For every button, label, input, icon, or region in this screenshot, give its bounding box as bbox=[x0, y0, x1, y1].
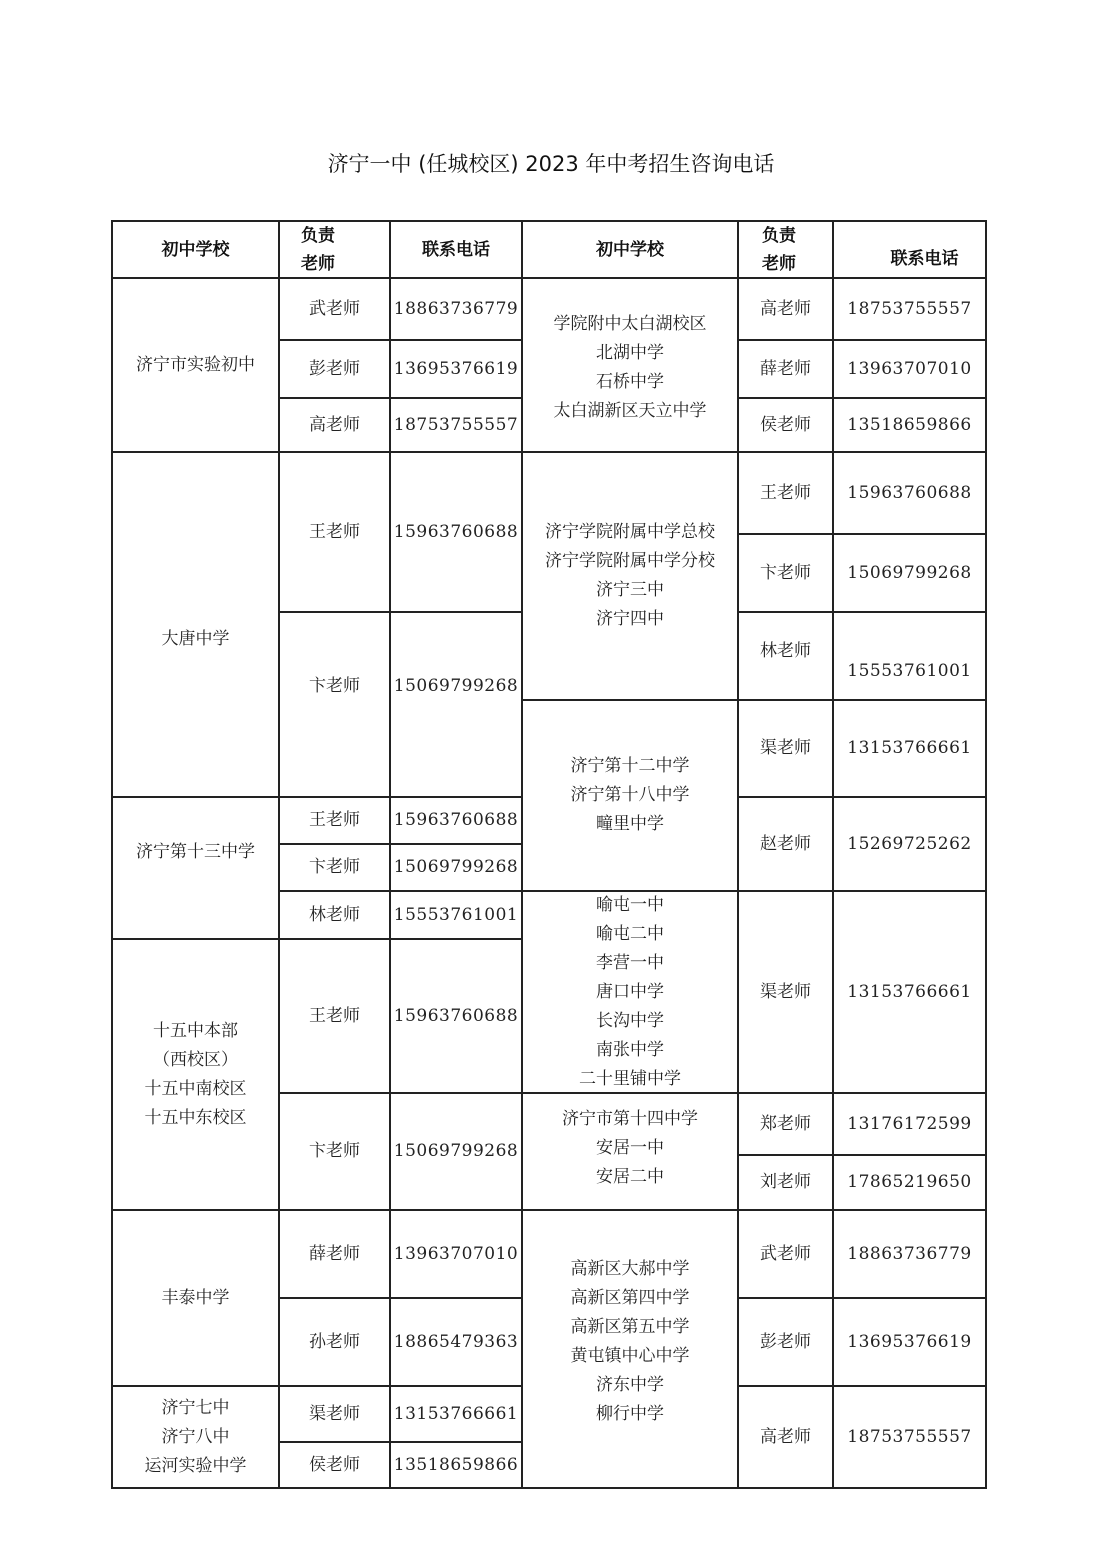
left-teacher: 渠老师 bbox=[309, 1403, 360, 1424]
row-divider bbox=[738, 796, 986, 798]
right-school-line: 二十里铺中学 bbox=[579, 1068, 681, 1089]
header-teacher-line1: 负责 bbox=[301, 225, 335, 246]
right-school-line: 南张中学 bbox=[596, 1039, 664, 1060]
right-phone: 13695376619 bbox=[847, 1331, 972, 1352]
header-teacher-line1: 负责 bbox=[762, 225, 796, 246]
left-phone: 18753755557 bbox=[393, 414, 519, 435]
left-school-1: 大唐中学 bbox=[161, 628, 230, 649]
row-divider bbox=[738, 611, 986, 613]
right-phone: 13963707010 bbox=[847, 358, 972, 379]
left-school-line: （西校区） bbox=[153, 1049, 238, 1070]
row-divider bbox=[738, 533, 986, 535]
right-school-line: 高新区大郝中学 bbox=[570, 1259, 690, 1279]
header-teacher-line2: 老师 bbox=[762, 253, 796, 274]
row-divider bbox=[522, 451, 986, 453]
left-teacher: 卞老师 bbox=[309, 1141, 360, 1161]
row-divider bbox=[111, 796, 522, 798]
right-school-line: 济宁三中 bbox=[596, 580, 664, 600]
right-teacher: 彭老师 bbox=[760, 1331, 811, 1352]
right-phone: 13176172599 bbox=[847, 1113, 972, 1134]
right-teacher: 渠老师 bbox=[760, 738, 811, 758]
right-school-line: 李营一中 bbox=[596, 952, 664, 973]
right-school-line: 喻屯一中 bbox=[596, 894, 664, 915]
right-teacher: 薛老师 bbox=[760, 358, 811, 379]
right-school-line: 北湖中学 bbox=[596, 343, 664, 363]
left-teacher: 孙老师 bbox=[309, 1331, 360, 1352]
row-divider bbox=[279, 1297, 522, 1299]
right-teacher: 赵老师 bbox=[760, 833, 811, 854]
left-teacher: 林老师 bbox=[309, 904, 360, 925]
right-school-line: 安居二中 bbox=[596, 1167, 664, 1187]
right-school-0 bbox=[522, 278, 738, 452]
right-phone: 13153766661 bbox=[847, 738, 972, 758]
right-phone: 15553761001 bbox=[847, 660, 972, 681]
table-border-left bbox=[111, 220, 113, 1488]
left-phone: 15069799268 bbox=[393, 675, 519, 696]
row-divider bbox=[522, 699, 986, 701]
row-divider bbox=[738, 1385, 986, 1387]
right-phone: 15963760688 bbox=[847, 482, 972, 503]
right-school-line: 济宁市第十四中学 bbox=[562, 1109, 698, 1129]
left-phone: 13153766661 bbox=[393, 1403, 519, 1424]
right-phone: 18753755557 bbox=[847, 298, 972, 319]
right-school-line: 济宁学院附属中学分校 bbox=[545, 551, 715, 571]
row-divider bbox=[279, 890, 522, 892]
left-school-4: 丰泰中学 bbox=[161, 1287, 230, 1308]
left-school-line: 十五中东校区 bbox=[144, 1107, 247, 1128]
right-school-line: 济宁第十八中学 bbox=[570, 785, 690, 805]
right-teacher: 侯老师 bbox=[760, 414, 811, 435]
header-teacher-right bbox=[738, 221, 833, 278]
header-phone-left: 联系电话 bbox=[422, 239, 490, 260]
left-phone: 13963707010 bbox=[393, 1243, 519, 1264]
right-school-line: 学院附中太白湖校区 bbox=[553, 314, 707, 334]
right-school-line: 疃里中学 bbox=[596, 814, 664, 834]
left-phone: 15069799268 bbox=[393, 857, 519, 877]
right-school-line: 唐口中学 bbox=[596, 981, 664, 1002]
left-school-line: 十五中本部 bbox=[153, 1020, 238, 1041]
left-phone: 15553761001 bbox=[393, 904, 519, 925]
right-phone: 18863736779 bbox=[847, 1243, 972, 1264]
left-school-line: 运河实验中学 bbox=[144, 1455, 247, 1476]
right-school-line: 济宁四中 bbox=[596, 609, 664, 629]
left-teacher: 高老师 bbox=[309, 414, 360, 435]
left-teacher: 王老师 bbox=[309, 1005, 360, 1026]
left-school-3 bbox=[112, 939, 279, 1210]
left-teacher: 王老师 bbox=[309, 521, 360, 542]
left-school-line: 济宁七中 bbox=[161, 1397, 230, 1418]
left-phone: 15069799268 bbox=[393, 1141, 519, 1161]
right-teacher: 王老师 bbox=[760, 482, 811, 503]
right-teacher: 渠老师 bbox=[760, 981, 811, 1002]
row-divider bbox=[738, 1154, 986, 1156]
right-school-line: 高新区第四中学 bbox=[570, 1288, 690, 1308]
right-phone: 13153766661 bbox=[847, 981, 972, 1002]
row-divider bbox=[279, 397, 522, 399]
left-phone: 15963760688 bbox=[393, 810, 519, 830]
right-school-5 bbox=[522, 1210, 738, 1488]
left-teacher: 武老师 bbox=[309, 298, 360, 319]
left-teacher: 卞老师 bbox=[309, 857, 360, 877]
left-school-2: 济宁第十三中学 bbox=[136, 841, 255, 862]
right-school-line: 长沟中学 bbox=[596, 1010, 664, 1031]
header-school-right: 初中学校 bbox=[596, 239, 664, 260]
table-border-top bbox=[111, 220, 987, 222]
left-phone: 15963760688 bbox=[393, 521, 519, 542]
right-teacher: 武老师 bbox=[760, 1243, 811, 1264]
right-teacher: 高老师 bbox=[760, 1426, 811, 1447]
right-phone: 15269725262 bbox=[847, 833, 972, 854]
row-divider bbox=[279, 339, 522, 341]
row-divider bbox=[111, 451, 522, 453]
left-school-0: 济宁市实验初中 bbox=[136, 354, 255, 375]
row-divider bbox=[279, 1092, 522, 1094]
right-teacher: 高老师 bbox=[760, 298, 811, 319]
right-school-line: 济东中学 bbox=[596, 1375, 664, 1395]
right-school-line: 太白湖新区天立中学 bbox=[553, 401, 707, 421]
right-school-line: 柳行中学 bbox=[596, 1404, 664, 1424]
right-school-line: 济宁学院附属中学总校 bbox=[545, 522, 715, 542]
right-school-line: 安居一中 bbox=[596, 1138, 664, 1158]
right-teacher: 郑老师 bbox=[760, 1113, 811, 1134]
right-school-line: 石桥中学 bbox=[596, 372, 664, 392]
header-phone-right: 联系电话 bbox=[890, 248, 959, 269]
row-divider bbox=[279, 843, 522, 845]
right-phone: 13518659866 bbox=[847, 414, 972, 435]
left-school-line: 济宁八中 bbox=[161, 1426, 230, 1447]
row-divider bbox=[522, 1209, 986, 1211]
right-school-line: 黄屯镇中心中学 bbox=[570, 1346, 690, 1366]
right-school-3 bbox=[522, 891, 738, 1093]
left-teacher: 王老师 bbox=[309, 810, 360, 830]
left-phone: 18865479363 bbox=[393, 1331, 519, 1352]
left-phone: 13695376619 bbox=[393, 358, 519, 379]
left-phone: 13518659866 bbox=[393, 1454, 519, 1475]
page-title: 济宁一中 (任城校区) 2023 年中考招生咨询电话 bbox=[327, 152, 775, 176]
header-school-left: 初中学校 bbox=[161, 239, 230, 260]
row-divider bbox=[279, 611, 522, 613]
left-teacher: 彭老师 bbox=[309, 358, 360, 379]
right-phone: 15069799268 bbox=[847, 562, 972, 583]
header-teacher-left bbox=[279, 221, 390, 278]
right-school-line: 高新区第五中学 bbox=[570, 1317, 690, 1337]
row-divider bbox=[111, 938, 522, 940]
right-phone: 18753755557 bbox=[847, 1426, 972, 1447]
left-school-line: 十五中南校区 bbox=[144, 1078, 247, 1099]
header-divider bbox=[111, 277, 987, 279]
right-phone: 17865219650 bbox=[847, 1172, 972, 1192]
left-teacher: 薛老师 bbox=[309, 1243, 360, 1264]
row-divider bbox=[738, 397, 986, 399]
table-border-bottom bbox=[111, 1487, 987, 1489]
left-school-5 bbox=[112, 1386, 279, 1488]
left-teacher: 侯老师 bbox=[309, 1454, 360, 1475]
right-school-line: 济宁第十二中学 bbox=[570, 756, 690, 776]
header-teacher-line2: 老师 bbox=[301, 253, 335, 274]
right-school-2 bbox=[522, 700, 738, 891]
right-teacher: 刘老师 bbox=[760, 1172, 811, 1192]
right-school-line: 喻屯二中 bbox=[596, 923, 664, 944]
row-divider bbox=[738, 339, 986, 341]
row-divider bbox=[279, 1441, 522, 1443]
right-teacher: 卞老师 bbox=[760, 562, 811, 583]
right-school-4 bbox=[522, 1093, 738, 1210]
row-divider bbox=[522, 890, 986, 892]
right-teacher: 林老师 bbox=[760, 640, 811, 661]
left-phone: 15963760688 bbox=[393, 1005, 519, 1026]
row-divider bbox=[111, 1209, 522, 1211]
left-teacher: 卞老师 bbox=[309, 675, 360, 696]
right-school-1 bbox=[522, 452, 738, 700]
left-phone: 18863736779 bbox=[393, 298, 519, 319]
row-divider bbox=[522, 1092, 986, 1094]
row-divider bbox=[738, 1297, 986, 1299]
row-divider bbox=[111, 1385, 522, 1387]
